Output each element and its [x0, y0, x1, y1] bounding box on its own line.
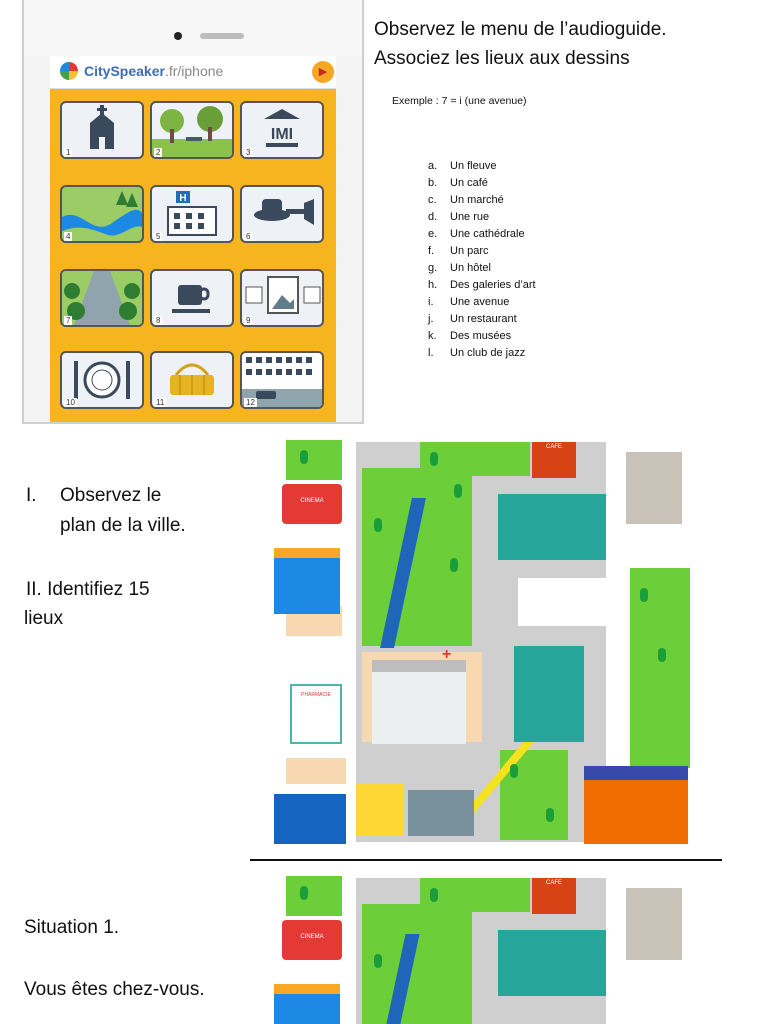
audioguide-menu-grid — [50, 89, 336, 422]
speaker-grill — [200, 33, 244, 39]
list-item — [428, 209, 536, 226]
tree — [374, 954, 382, 968]
tile-number: 6 — [246, 232, 251, 241]
instruction-line-1: Observez le menu de l’audioguide. — [374, 19, 667, 40]
river-icon — [62, 187, 142, 241]
item-letter: e. — [428, 228, 438, 240]
church-icon — [62, 103, 142, 157]
park-icon — [152, 103, 232, 157]
item-text: Une cathédrale — [450, 228, 525, 240]
task-i-line-2: plan de la ville. — [60, 515, 186, 536]
brand-name — [84, 63, 223, 79]
tile-number: 1 — [66, 148, 71, 157]
item-text: Un club de jazz — [450, 347, 526, 359]
tile-street[interactable] — [240, 351, 324, 409]
tile-number: 11 — [156, 398, 165, 407]
tile-hotel[interactable] — [150, 185, 234, 243]
list-item — [428, 345, 536, 362]
university-building — [584, 766, 688, 844]
task-ii-line-2: lieux — [24, 608, 64, 629]
tile-jazz-club[interactable] — [240, 185, 324, 243]
play-button[interactable]: ▶ — [312, 61, 334, 83]
tree — [658, 648, 666, 662]
tree — [510, 764, 518, 778]
pharmacy-building — [290, 684, 342, 744]
list-item — [428, 158, 536, 175]
tree — [640, 588, 648, 602]
item-letter: j. — [428, 313, 434, 325]
hotel-letter: H — [179, 193, 187, 204]
camera-icon — [174, 32, 182, 40]
list-item — [428, 243, 536, 260]
tile-number: 12 — [246, 398, 255, 407]
brand-suffix: .fr/iphone — [164, 63, 224, 79]
tile-number: 5 — [156, 232, 161, 241]
tile-number: 10 — [66, 398, 75, 407]
boutique — [408, 790, 474, 836]
task-i — [26, 482, 186, 536]
tile-park[interactable] — [150, 101, 234, 159]
tree — [374, 518, 382, 532]
cafe-building — [532, 442, 576, 478]
tile-river[interactable] — [60, 185, 144, 243]
situation-text: Vous êtes chez-vous. — [24, 979, 205, 1000]
item-text: Un parc — [450, 245, 489, 257]
item-letter: i. — [428, 296, 434, 308]
cinema-sign: CINEMA — [300, 934, 324, 940]
cafe-sign: CAFE — [545, 880, 562, 886]
tile-avenue[interactable] — [60, 269, 144, 327]
phone-top-bezel — [24, 0, 362, 56]
list-item — [428, 226, 536, 243]
tile-number: 2 — [156, 148, 161, 157]
park-east — [630, 568, 690, 768]
coffee-cup-icon — [152, 271, 232, 325]
list-item — [428, 260, 536, 277]
item-text: Un café — [450, 177, 488, 189]
item-text: Une rue — [450, 211, 490, 223]
item-letter: g. — [428, 262, 438, 274]
cinema-building — [282, 920, 342, 960]
park-block — [286, 876, 342, 916]
cafe-sign: CAFE — [545, 444, 562, 450]
tree — [546, 808, 554, 822]
list-item — [428, 311, 536, 328]
item-text: Des galeries d’art — [450, 279, 536, 291]
tile-church[interactable] — [60, 101, 144, 159]
tile-museum[interactable] — [240, 101, 324, 159]
list-item — [428, 294, 536, 311]
item-letter: d. — [428, 211, 438, 223]
tile-number: 8 — [156, 316, 161, 325]
item-text: Un restaurant — [450, 313, 517, 325]
houses-block — [498, 494, 606, 560]
houses-block — [498, 930, 606, 996]
item-text: Un fleuve — [450, 160, 497, 172]
tree — [300, 450, 308, 464]
item-letter: k. — [428, 330, 437, 342]
apartment-building — [626, 452, 682, 524]
item-text: Un hôtel — [450, 262, 491, 274]
cinema-sign: CINEMA — [300, 498, 324, 504]
item-letter: a. — [428, 160, 438, 172]
shop-building — [274, 548, 340, 614]
list-item — [428, 175, 536, 192]
divider-line — [250, 859, 722, 861]
list-item — [428, 192, 536, 209]
painting-frames-icon — [242, 271, 322, 325]
list-item — [428, 328, 536, 345]
tile-cafe[interactable] — [150, 269, 234, 327]
item-letter: l. — [428, 347, 434, 359]
avenue-icon — [62, 271, 142, 325]
bakery — [356, 784, 404, 836]
item-letter: b. — [428, 177, 438, 189]
item-text: Une avenue — [450, 296, 510, 308]
tile-number: 4 — [66, 232, 71, 241]
list-item — [428, 277, 536, 294]
city-map — [270, 438, 690, 844]
tile-market[interactable] — [150, 351, 234, 409]
tree — [430, 452, 438, 466]
tile-restaurant[interactable] — [60, 351, 144, 409]
item-text: Des musées — [450, 330, 512, 342]
tree — [430, 888, 438, 902]
tile-number: 9 — [246, 316, 251, 325]
task-i-line-1: Observez le — [60, 485, 162, 506]
tile-art-galleries[interactable] — [240, 269, 324, 327]
hospital-building: + — [372, 660, 466, 744]
apartment-building — [626, 888, 682, 960]
task-ii-line-1: II. Identifiez 15 — [26, 579, 150, 600]
hotel-icon — [152, 187, 232, 241]
shop-building — [274, 984, 340, 1024]
instruction-line-2: Associez les lieux aux dessins — [374, 48, 630, 69]
cathedral-building — [518, 578, 606, 626]
flower-shop — [274, 784, 346, 844]
tile-number: 7 — [66, 316, 71, 325]
museum-letters: IMI — [270, 126, 294, 143]
tree — [454, 484, 462, 498]
brand-label: CitySpeaker — [84, 63, 165, 79]
item-letter: f. — [428, 245, 435, 257]
item-text: Un marché — [450, 194, 504, 206]
park-block — [286, 440, 342, 480]
item-letter: h. — [428, 279, 438, 291]
museum-icon — [242, 103, 322, 157]
example-text: Exemple : 7 = i (une avenue) — [392, 95, 527, 107]
pharmacy-sign: PHARMACIE — [301, 692, 331, 698]
app-header — [50, 56, 336, 89]
jazz-hat-trumpet-icon — [242, 187, 322, 241]
city-map-repeat — [270, 874, 690, 1024]
tile-number: 3 — [246, 148, 251, 157]
citypeaker-logo-icon — [60, 62, 78, 80]
phone-screenshot — [22, 0, 364, 424]
situation-title: Situation 1. — [24, 917, 120, 938]
task-i-number: I. — [26, 485, 37, 506]
bank-building — [514, 646, 584, 742]
cinema-building — [282, 484, 342, 524]
tree — [300, 886, 308, 900]
tree — [450, 558, 458, 572]
places-list — [428, 158, 536, 362]
item-letter: c. — [428, 194, 437, 206]
cafe-building — [532, 878, 576, 914]
